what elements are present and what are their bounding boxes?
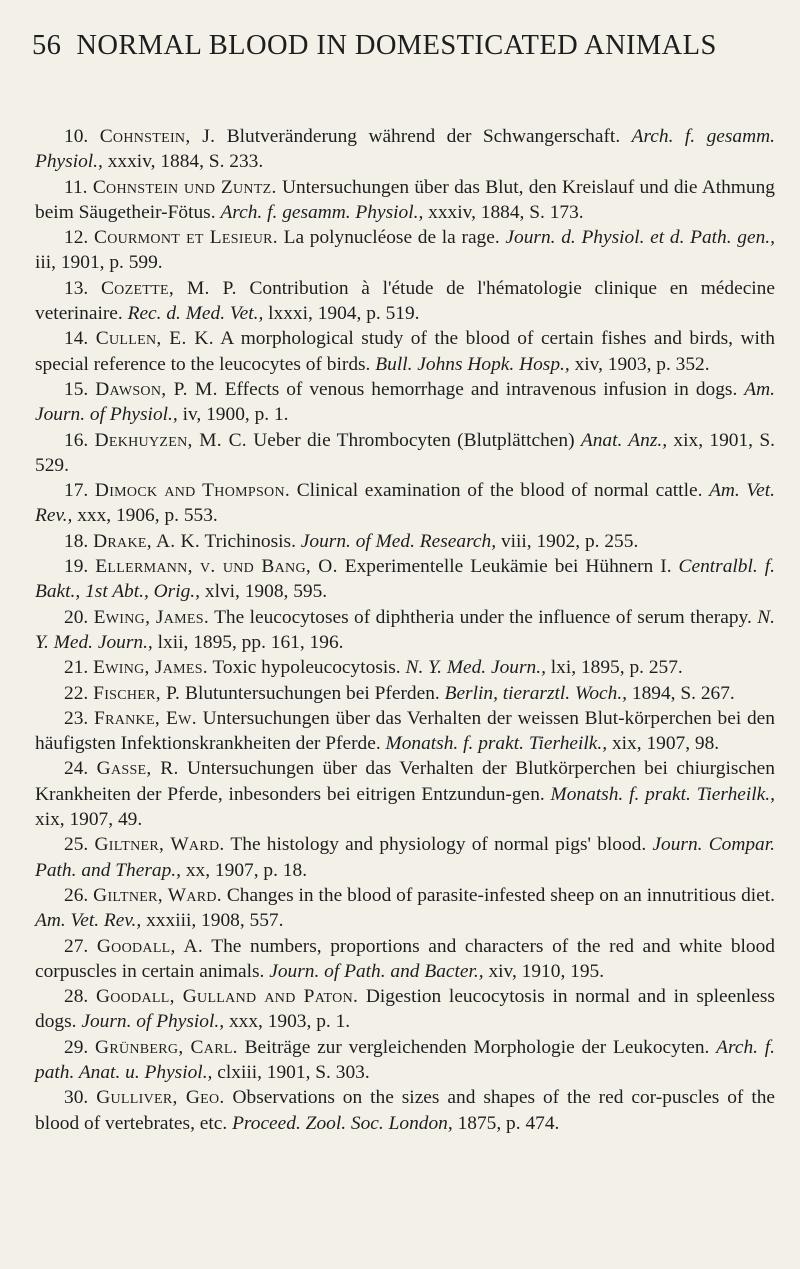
reference-title: Untersuchungen über das Verhalten der Blutkörperchen bei chiurgischen Krankheiten der Pferde, inbesonders bei eitrigen Entzundun-gen.: [35, 758, 775, 805]
reference-number: 18.: [64, 530, 89, 552]
running-head: [32, 30, 772, 62]
reference-number: 13.: [64, 277, 89, 299]
reference-title: Untersuchungen über das Blut, den Kreislauf und die Athmung beim Säugetheir-Fötus.: [35, 176, 775, 223]
reference-source: Journ. of Path. and Bacter.,: [269, 960, 484, 982]
reference-item: [35, 529, 775, 554]
reference-item: [35, 428, 775, 479]
reference-item: [35, 605, 775, 656]
reference-source: Am. Vet. Rev.,: [35, 480, 775, 527]
reference-author: Ewing, James.: [93, 606, 210, 628]
reference-item: [35, 326, 775, 377]
reference-item: [35, 124, 775, 175]
reference-item: [35, 377, 775, 428]
reference-item: [35, 706, 775, 757]
reference-details: xxxiii, 1908, 557.: [146, 910, 284, 932]
reference-item: [35, 934, 775, 985]
reference-details: viii, 1902, p. 255.: [500, 530, 639, 552]
reference-title: Observations on the sizes and shapes of the red cor-puscles of the blood of vertebrates, etc.: [35, 1087, 776, 1134]
reference-details: lxxxi, 1904, p. 519.: [268, 303, 420, 325]
reference-source: Am. Journ. of Physiol.,: [35, 378, 775, 426]
reference-details: clxiii, 1901, S. 303.: [217, 1061, 370, 1083]
reference-source: Arch. f. path. Anat. u. Physiol.,: [35, 1036, 775, 1083]
reference-author: Goodall, A.: [96, 935, 203, 957]
reference-details: iv, 1900, p. 1.: [182, 404, 289, 426]
reference-item: [35, 984, 775, 1035]
reference-source: Bull. Johns Hopk. Hosp.,: [375, 353, 570, 375]
reference-details: xlvi, 1908, 595.: [204, 581, 328, 603]
reference-author: Goodall, Gulland and Paton.: [95, 986, 359, 1008]
reference-author: Ellermann, v. und Bang, O.: [95, 556, 338, 578]
reference-title: Contribution à l'étude de l'hématologie clinique en médecine veterinaire.: [35, 277, 775, 325]
reference-details: xix, 1901, S. 529.: [35, 429, 775, 476]
reference-source: Arch. f. gesamm. Physiol.,: [35, 126, 775, 173]
reference-source: Anat. Anz.,: [580, 429, 668, 451]
reference-source: Arch. f. gesamm. Physiol.,: [220, 201, 424, 223]
reference-source: Rec. d. Med. Vet.,: [127, 303, 264, 325]
reference-item: [35, 478, 775, 529]
reference-item: [35, 276, 775, 327]
reference-author: Ewing, James.: [93, 657, 208, 679]
reference-author: Fischer, P.: [93, 682, 181, 704]
reference-source: Journ. of Med. Research,: [300, 530, 497, 552]
reference-number: 11.: [64, 176, 88, 198]
reference-title: Trichinosis.: [204, 530, 296, 552]
reference-title: Changes in the blood of parasite-infested sheep on an innutritious diet.: [226, 884, 775, 906]
reference-title: The numbers, proportions and characters of the red and white blood corpuscles in certain animals.: [35, 935, 775, 982]
reference-author: Grünberg, Carl.: [95, 1036, 238, 1058]
reference-number: 10.: [64, 126, 89, 147]
reference-number: 12.: [64, 227, 89, 249]
reference-author: Giltner, Ward.: [94, 834, 225, 856]
reference-title: A morphological study of the blood of certain fishes and birds, with special reference to the leucocytes of birds.: [35, 328, 775, 375]
reference-title: Blutveränderung während der Schwangerschaft.: [226, 126, 621, 147]
reference-details: lxii, 1895, pp. 161, 196.: [157, 631, 344, 653]
reference-number: 21.: [64, 657, 89, 679]
reference-details: iii, 1901, p. 599.: [35, 252, 163, 274]
reference-number: 28.: [64, 986, 89, 1008]
reference-source: Berlin, tierarztl. Woch.,: [444, 682, 628, 704]
reference-author: Giltner, Ward.: [93, 884, 222, 906]
reference-details: xiv, 1903, p. 352.: [574, 353, 710, 375]
reference-source: Monatsh. f. prakt. Tierheilk.,: [385, 733, 608, 755]
reference-number: 17.: [64, 480, 89, 502]
reference-title: The leucocytoses of diphtheria under the influence of serum therapy.: [214, 606, 752, 628]
reference-source: Proceed. Zool. Soc. London,: [232, 1112, 453, 1134]
reference-title: Untersuchungen über das Verhalten der weissen Blut-körperchen bei den häufigsten Infektionskrankheiten der Pferde.: [35, 707, 775, 755]
reference-item: [35, 883, 775, 934]
reference-author: Dekhuyzen, M. C.: [94, 429, 247, 451]
reference-item: [35, 681, 775, 706]
reference-author: Cozette, M. P.: [100, 277, 237, 299]
reference-title: Beiträge zur vergleichenden Morphologie der Leukocyten.: [244, 1036, 710, 1058]
reference-author: Franke, Ew.: [94, 707, 197, 729]
reference-number: 27.: [64, 935, 89, 957]
reference-details: xx, 1907, p. 18.: [185, 859, 308, 881]
reference-author: Dawson, P. M.: [95, 378, 218, 400]
reference-title: Experimentelle Leukämie bei Hühnern I.: [344, 556, 672, 578]
reference-item: [35, 655, 775, 680]
reference-details: xxx, 1903, p. 1.: [228, 1011, 351, 1033]
reference-title: Toxic hypoleucocytosis.: [212, 657, 401, 679]
reference-number: 16.: [64, 429, 89, 451]
reference-author: Drake, A. K.: [93, 530, 200, 552]
reference-details: xxx, 1906, p. 553.: [77, 505, 218, 527]
reference-author: Courmont et Lesieur.: [93, 227, 278, 249]
reference-item: [35, 1035, 775, 1086]
reference-author: Cohnstein und Zuntz.: [92, 176, 277, 198]
reference-title: Clinical examination of the blood of normal cattle.: [296, 480, 703, 502]
reference-title: Effects of venous hemorrhage and intravenous infusion in dogs.: [224, 378, 738, 400]
reference-number: 14.: [64, 328, 89, 350]
reference-details: xix, 1907, 98.: [611, 733, 720, 755]
reference-details: xiv, 1910, 195.: [488, 960, 605, 982]
reference-item: [35, 756, 775, 832]
reference-number: 25.: [64, 834, 89, 856]
reference-source: Journ. Compar. Path. and Therap.,: [35, 834, 775, 881]
reference-author: Dimock and Thompson.: [94, 480, 291, 502]
reference-title: Blutuntersuchungen bei Pferden.: [185, 682, 440, 704]
reference-details: xxxiv, 1884, S. 233.: [107, 151, 264, 173]
reference-source: Monatsh. f. prakt. Tierheilk.,: [550, 783, 775, 805]
page-title: NORMAL BLOOD IN DOMESTICATED ANIMALS: [76, 30, 717, 61]
reference-item: [35, 832, 775, 883]
reference-item: [35, 554, 775, 605]
reference-source: N. Y. Med. Journ.,: [35, 606, 775, 653]
reference-details: xix, 1907, 49.: [35, 809, 143, 831]
reference-number: 29.: [64, 1036, 89, 1058]
reference-number: 30.: [64, 1087, 89, 1109]
reference-number: 22.: [64, 682, 89, 704]
reference-number: 23.: [64, 707, 89, 729]
reference-author: Cohnstein, J.: [99, 126, 216, 147]
reference-title: La polynucléose de la rage.: [283, 227, 500, 249]
reference-author: Cullen, E. K.: [95, 328, 214, 350]
reference-title: Ueber die Thrombocyten (Blutplättchen): [253, 429, 575, 451]
reference-list: [35, 124, 775, 1136]
reference-number: 15.: [64, 378, 89, 400]
reference-number: 20.: [64, 606, 89, 628]
reference-item: [35, 175, 775, 226]
reference-source: Journ. of Physiol.,: [81, 1011, 225, 1033]
reference-item: [35, 1085, 775, 1136]
reference-details: lxi, 1895, p. 257.: [550, 657, 683, 679]
reference-author: Gasse, R.: [96, 758, 179, 780]
reference-source: Journ. d. Physiol. et d. Path. gen.,: [505, 227, 775, 249]
reference-number: 26.: [64, 884, 89, 906]
page-number: 56: [32, 30, 62, 61]
reference-details: 1875, p. 474.: [457, 1112, 560, 1134]
reference-details: 1894, S. 267.: [631, 682, 735, 704]
reference-author: Gulliver, Geo.: [96, 1087, 225, 1109]
reference-source: N. Y. Med. Journ.,: [405, 657, 546, 679]
reference-title: Digestion leucocytosis in normal and in spleenless dogs.: [35, 986, 775, 1033]
reference-title: The histology and physiology of normal pigs' blood.: [230, 834, 647, 856]
reference-item: [35, 225, 775, 276]
reference-number: 24.: [64, 758, 89, 780]
reference-source: Am. Vet. Rev.,: [35, 910, 142, 932]
reference-details: xxxiv, 1884, S. 173.: [428, 201, 584, 223]
reference-number: 19.: [64, 556, 89, 578]
reference-source: Centralbl. f. Bakt., 1st Abt., Orig.,: [35, 556, 775, 603]
